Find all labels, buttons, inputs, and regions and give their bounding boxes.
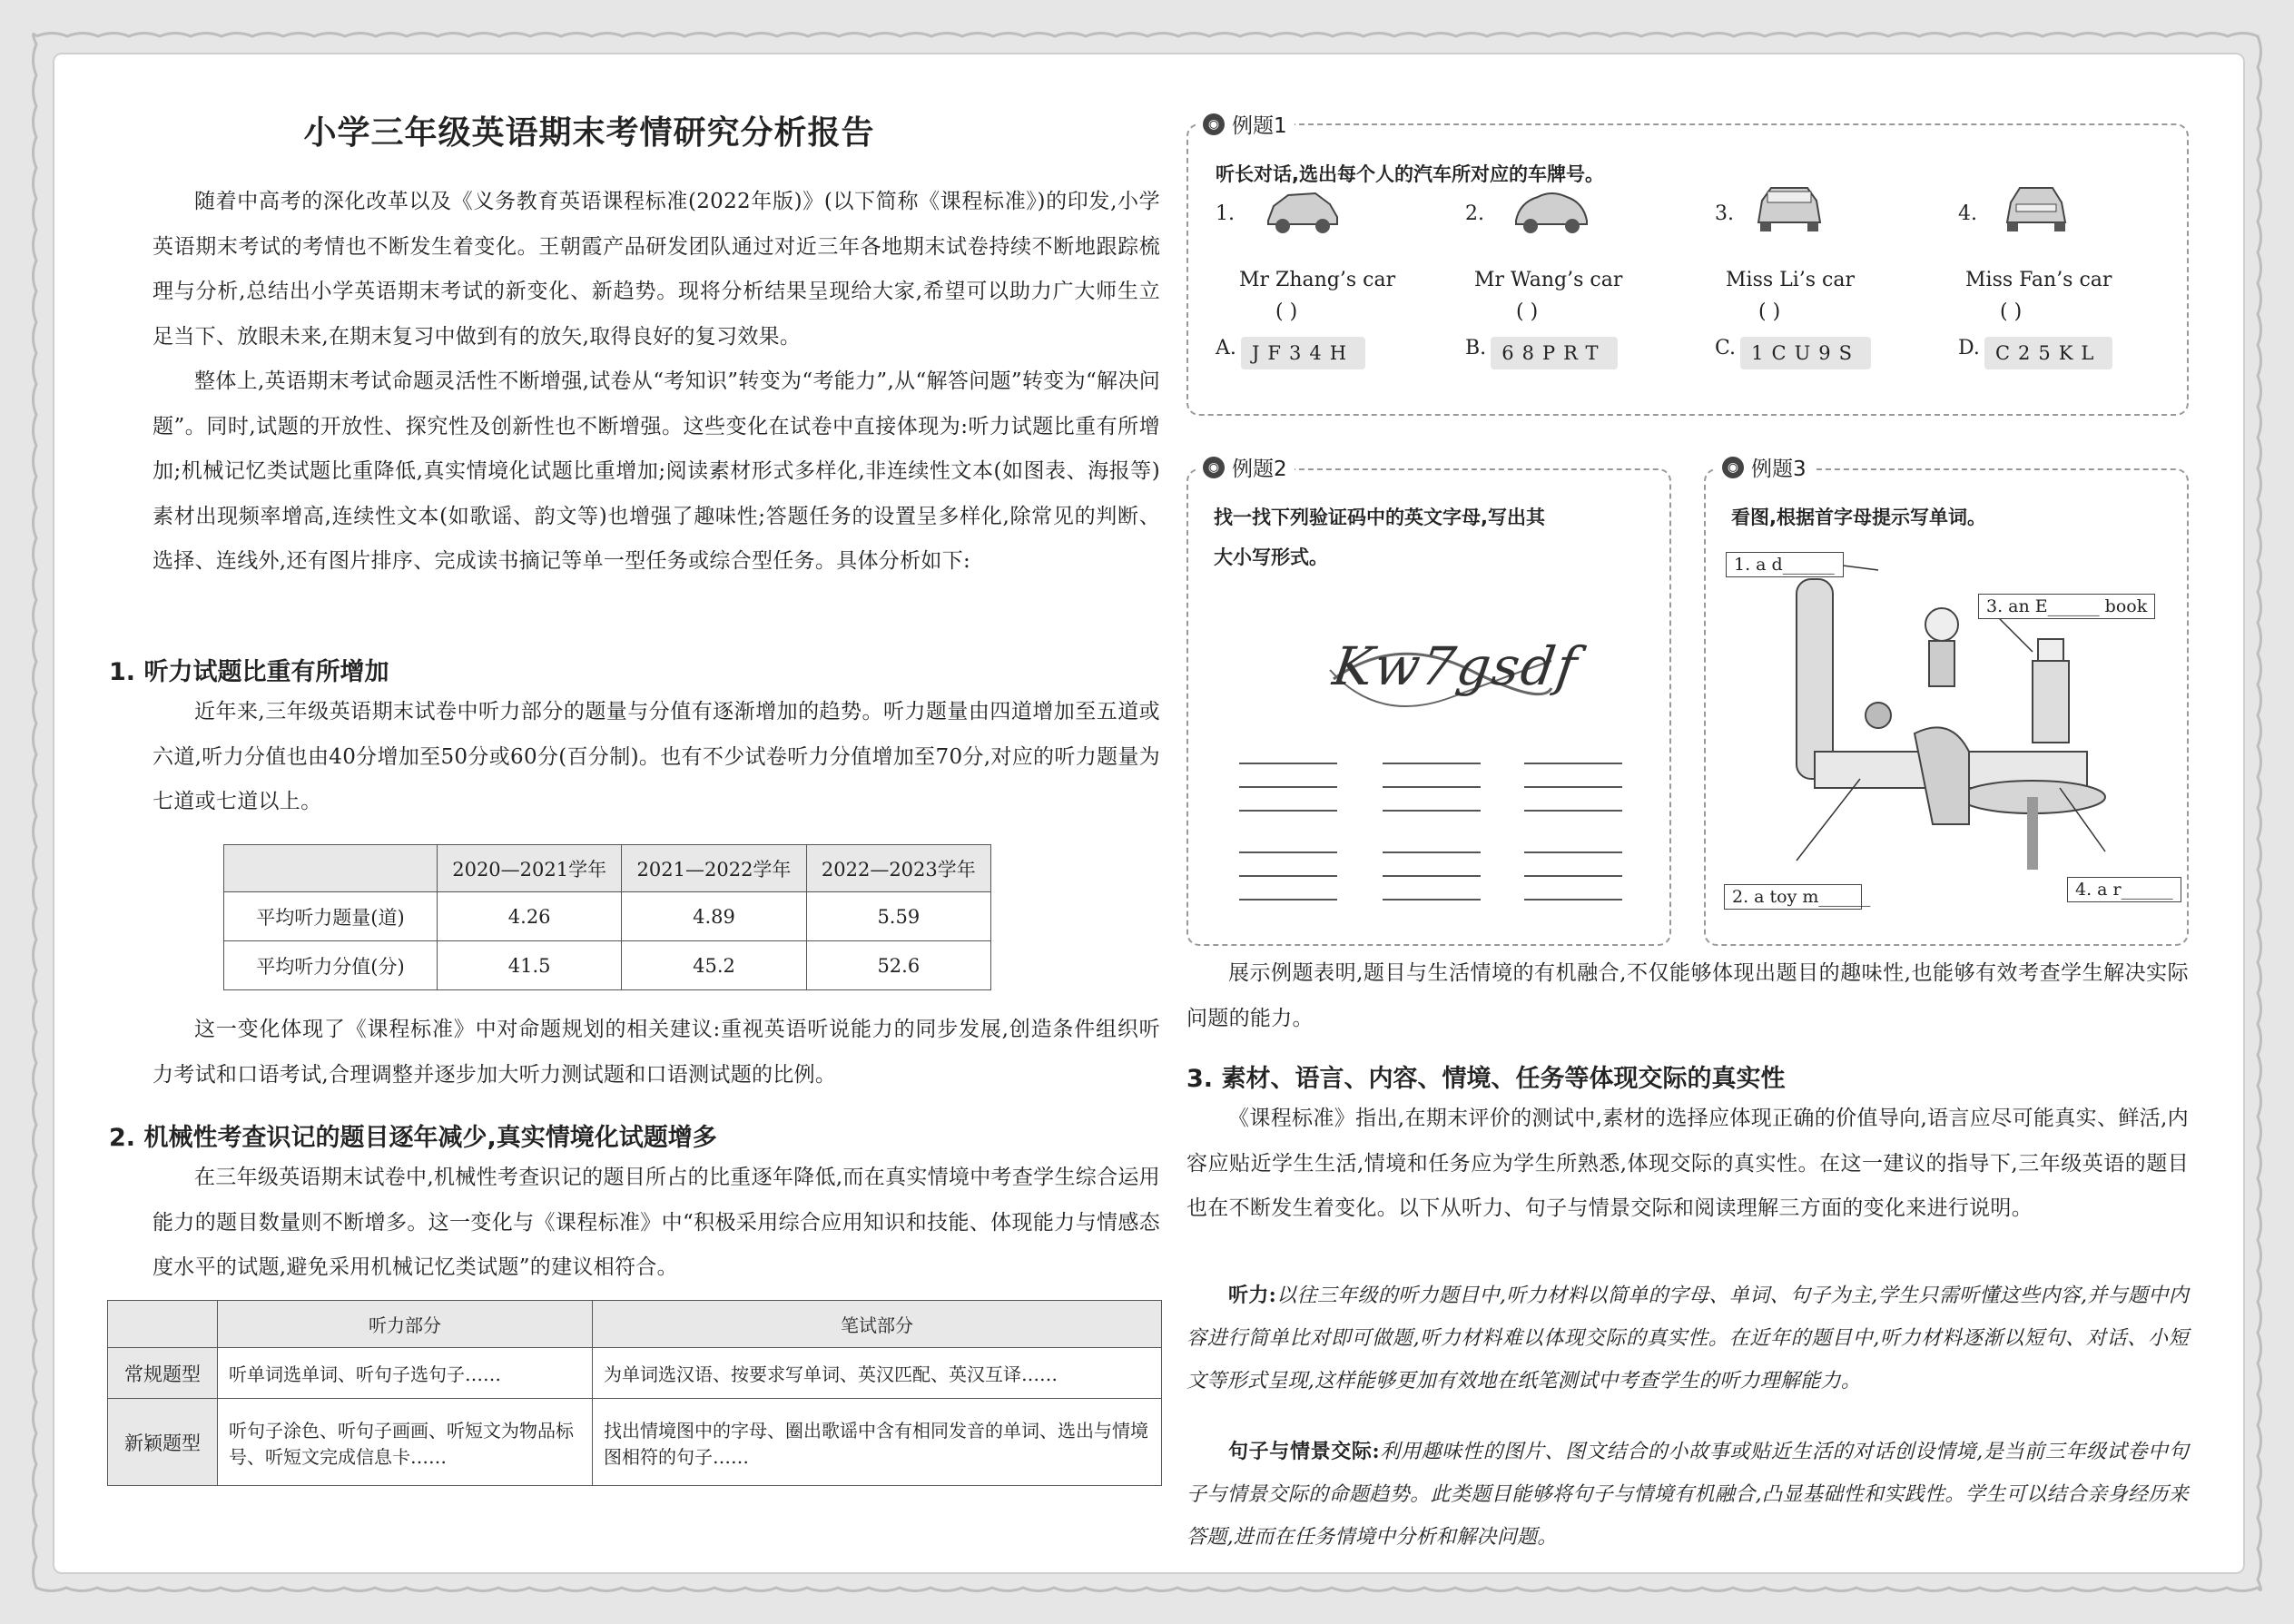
table-row [224, 941, 991, 990]
car-owner: Mr Wang’s car [1474, 269, 1623, 291]
table-cell: 41.5 [438, 941, 622, 990]
word-label-1[interactable]: 1. a d______ [1726, 552, 1844, 577]
page-title: 小学三年级英语期末考情研究分析报告 [303, 114, 875, 152]
table-header-cell: 听力部分 [218, 1301, 593, 1348]
table-header-cell: 笔试部分 [593, 1301, 1162, 1348]
globe-icon: ◉ [1203, 113, 1225, 135]
car-item [1216, 202, 1433, 323]
question-type-table [107, 1300, 1162, 1486]
section1-paragraph: 近年来,三年级英语期末试卷中听力部分的题量与分值有逐渐增加的趋势。听力题量由四道增加至五道或六道,听力分值也由40分增加至50分或60分(百分制)。也有不少试卷听力分值增加至70分,对应的听力题量为七道或七道以上。 [153, 700, 1160, 813]
answer-blank[interactable]: ( ) [1516, 300, 1539, 323]
word-label-4[interactable]: 4. a r______ [2067, 877, 2181, 902]
table-cell: 找出情境图中的字母、圈出歌谣中含有相同发音的单词、选出与情境图相符的句子…… [593, 1399, 1162, 1486]
car-item [1958, 202, 2176, 323]
option-b: B. 68PRT [1465, 337, 1618, 369]
license-plate: JF34H [1241, 337, 1365, 369]
option-c: C. 1CU9S [1715, 337, 1871, 369]
example2-panel [1186, 468, 1671, 946]
table-cell: 4.89 [622, 892, 806, 941]
table-header-cell: 2022—2023学年 [806, 845, 990, 892]
table-header-cell: 2021—2022学年 [622, 845, 806, 892]
listening-label: 听力: [1228, 1284, 1277, 1307]
row-label: 平均听力题量(道) [224, 892, 438, 941]
section1-heading: 1. 听力试题比重有所增加 [109, 658, 389, 686]
example2-question-line2: 大小写形式。 [1214, 546, 1328, 568]
row-label: 新颖题型 [108, 1399, 218, 1486]
table-corner-cell [224, 845, 438, 892]
car-icon [1511, 186, 1592, 237]
car-owner: Miss Li’s car [1726, 269, 1856, 291]
sentence-text: 利用趣味性的图片、图文结合的小故事或贴近生活的对话创设情境,是当前三年级试卷中句子与情景交际的命题趋势。此类题目能够将句子与情境有机融合,凸显基础性和实践性。学生可以结合亲身经历来答题,进而在任务情境中分析和解决问题。 [1186, 1441, 2189, 1549]
intro-paragraph-2: 整体上,英语期末考试命题灵活性不断增强,试卷从“考知识”转变为“考能力”,从“解答问题”转变为“解决问题”。同时,试题的开放性、探究性及创新性也不断增强。这些变化在试卷中直接体现为:听力试题比重有所增加;机械记忆类试题比重降低,真实情境化试题比重增加;阅读素材形式多样化,非连续性文本(如图表、海报等)素材出现频率增高,连续性文本(如歌谣、韵文等)也增强了趣味性;答题任务的设置呈多样化,除常见的判断、选择、连线外,还有图片排序、完成读书摘记等单一型任务或综合型任务。具体分析如下: [153, 369, 1160, 573]
captcha-image [1324, 615, 1583, 724]
sentence-label: 句子与情景交际: [1228, 1440, 1380, 1463]
car-number: 2. [1465, 202, 1484, 225]
row-label: 平均听力分值(分) [224, 941, 438, 990]
table-cell: 5.59 [806, 892, 990, 941]
option-a: A. JF34H [1216, 337, 1365, 369]
examples-summary: 展示例题表明,题目与生活情境的有机融合,不仅能够体现出题目的趣味性,也能够有效考查学生解决实际问题的能力。 [1186, 961, 2189, 1030]
section3-paragraph: 《课程标准》指出,在期末评价的测试中,素材的选择应体现正确的价值导向,语言应尽可能真实、鲜活,内容应贴近学生生活,情境和任务应为学生所熟悉,体现交际的真实性。在这一建议的指导下,三年级英语的题目也在不断发生着变化。以下从听力、句子与情景交际和阅读理解三方面的变化来进行说明。 [1186, 1107, 2189, 1220]
table-cell: 听句子涂色、听句子画画、听短文为物品标号、听短文完成信息卡…… [218, 1399, 593, 1486]
license-plate: C25KL [1984, 337, 2112, 369]
example2-tag: ◉ 例题2 [1196, 452, 1295, 482]
listening-paragraph [1186, 1275, 2189, 1403]
example2-question-line1: 找一找下列验证码中的英文字母,写出其 [1214, 507, 1545, 528]
car-icon [2000, 182, 2072, 237]
car-options [1216, 202, 2178, 384]
intro-paragraph-1: 随着中高考的深化改革以及《义务教育英语课程标准(2022年版)》(以下简称《课程标准》)的印发,小学英语期末考试的考情也不断发生着变化。王朝霞产品研发团队通过对近三年各地期末试卷持续不断地跟踪梳理与分析,总结出小学英语期末考试的新变化、新趋势。现将分析结果呈现给大家,希望可以助力广大师生立足当下、放眼未来,在期末复习中做到有的放矢,取得良好的复习效果。 [153, 190, 1160, 349]
table-row [224, 892, 991, 941]
option-d: D. C25KL [1958, 337, 2112, 369]
example3-question: 看图,根据首字母提示写单词。 [1731, 507, 1986, 528]
listening-stats-table [223, 844, 991, 990]
row-label: 常规题型 [108, 1348, 218, 1399]
section2-heading: 2. 机械性考查识记的题目逐年减少,真实情境化试题增多 [109, 1124, 717, 1152]
intro-block [153, 180, 1160, 585]
word-label-2[interactable]: 2. a toy m______ [1724, 884, 1862, 910]
table-cell: 52.6 [806, 941, 990, 990]
section2-paragraph: 在三年级英语期末试卷中,机械性考查识记的题目所占的比重逐年降低,而在真实情境中考查学生综合运用能力的题目数量则不断增多。这一变化与《课程标准》中“积极采用综合应用知识和技能、体现能力与情感态度水平的试题,避免采用机械记忆类试题”的建议相符合。 [153, 1166, 1160, 1279]
example1-panel [1186, 123, 2189, 416]
car-item [1715, 202, 1933, 323]
table-corner-cell [108, 1301, 218, 1348]
table-cell: 4.26 [438, 892, 622, 941]
car-item [1465, 202, 1683, 323]
section3-heading: 3. 素材、语言、内容、情境、任务等体现交际的真实性 [1186, 1065, 1786, 1093]
example3-tag: ◉ 例题3 [1715, 452, 1814, 482]
car-owner: Mr Zhang’s car [1239, 269, 1396, 291]
captcha-text: Kw7gsdf [1329, 635, 1583, 697]
answer-blank[interactable]: ( ) [2000, 300, 2023, 323]
answer-blank[interactable]: ( ) [1275, 300, 1298, 323]
car-icon [1753, 182, 1826, 237]
car-owner: Miss Fan’s car [1965, 269, 2112, 291]
example1-question: 听长对话,选出每个人的汽车所对应的车牌号。 [1216, 163, 1604, 185]
example1-tag: ◉ 例题1 [1196, 109, 1295, 139]
license-plate: 68PRT [1491, 337, 1617, 369]
section1-after-paragraph: 这一变化体现了《课程标准》中对命题规划的相关建议:重视英语听说能力的同步发展,创造条件组织听力考试和口语考试,合理调整并逐步加大听力测试题和口语测试题的比例。 [153, 1018, 1160, 1087]
car-number: 3. [1715, 202, 1734, 225]
table-row [108, 1399, 1162, 1486]
table-cell: 45.2 [622, 941, 806, 990]
table-cell: 为单词选汉语、按要求写单词、英汉匹配、英汉互译…… [593, 1348, 1162, 1399]
sentence-paragraph [1186, 1431, 2189, 1559]
table-row [108, 1348, 1162, 1399]
globe-icon: ◉ [1722, 457, 1744, 478]
globe-icon: ◉ [1203, 457, 1225, 478]
answer-blank[interactable]: ( ) [1758, 300, 1781, 323]
car-number: 1. [1216, 202, 1235, 225]
car-icon [1261, 186, 1343, 237]
car-number: 4. [1958, 202, 1977, 225]
word-label-3[interactable]: 3. an E______ book [1978, 594, 2155, 619]
license-plate: 1CU9S [1740, 337, 1871, 369]
table-header-cell: 2020—2021学年 [438, 845, 622, 892]
listening-text: 以往三年级的听力题目中,听力材料以简单的字母、单词、句子为主,学生只需听懂这些内容,并与题中内容进行简单比对即可做题,听力材料难以体现交际的真实性。在近年的题目中,听力材料逐渐以短句、对话、小短文等形式呈现,这样能够更加有效地在纸笔测试中考查学生的听力理解能力。 [1186, 1284, 2189, 1393]
table-cell: 听单词选单词、听句子选句子…… [218, 1348, 593, 1399]
example3-panel [1704, 468, 2189, 946]
